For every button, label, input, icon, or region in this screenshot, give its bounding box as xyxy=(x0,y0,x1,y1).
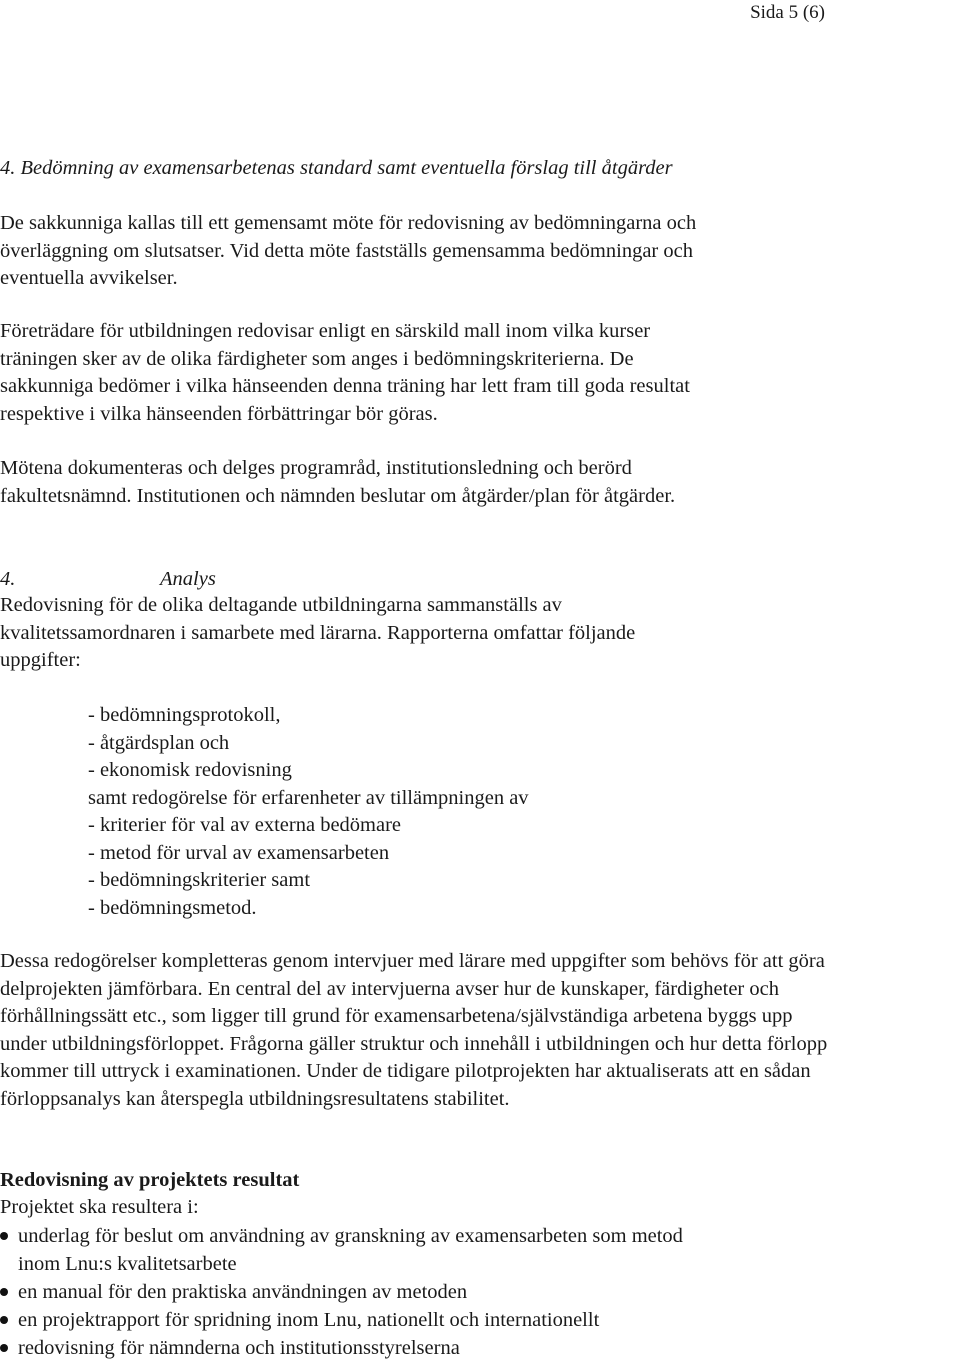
paragraph-analys-intro xyxy=(0,592,960,675)
text-line: under utbildningsförloppet. Frågorna gäller struktur och innehåll i utbildningen och hur detta förlopp xyxy=(0,1032,828,1055)
bullet-icon xyxy=(0,1344,8,1352)
bullet-item xyxy=(0,1334,683,1362)
bullet-icon xyxy=(0,1316,8,1324)
list-item: samt redogörelse för erfarenheter av tillämpningen av xyxy=(88,786,529,809)
bullet-text-continued: inom Lnu:s kvalitetsarbete xyxy=(18,1253,237,1275)
results-heading: Redovisning av projektets resultat xyxy=(0,1169,300,1191)
analys-title: Analys xyxy=(160,568,216,590)
text-line: kommer till uttryck i examinationen. Under de tidigare pilotprojekten har aktualiserats att en sådan xyxy=(0,1060,811,1082)
text-line: överläggning om slutsatser. Vid detta möte fastställs gemensamma bedömningar och xyxy=(0,239,693,262)
text-line: sakkunniga bedömer i vilka hänseenden denna träning har lett fram till goda resultat xyxy=(0,375,690,397)
results-bullet-list xyxy=(0,1222,683,1362)
text-line: Företrädare för utbildningen redovisar enligt en särskild mall inom vilka kurser xyxy=(0,320,651,342)
list-item: - ekonomisk redovisning xyxy=(88,759,292,781)
bullet-icon xyxy=(0,1288,8,1296)
list-item: - bedömningsmetod. xyxy=(88,896,257,919)
list-item: - åtgärdsplan och xyxy=(88,731,230,754)
list-item: - bedömningskriterier samt xyxy=(88,869,311,891)
bullet-icon xyxy=(0,1232,8,1240)
bullet-text: redovisning för nämnderna och institutionsstyrelserna xyxy=(18,1337,460,1359)
list-item: - metod för urval av examensarbeten xyxy=(88,841,390,864)
bullet-text: en projektrapport för spridning inom Lnu, nationellt och internationellt xyxy=(18,1309,600,1331)
paragraph-interviews xyxy=(0,948,960,1113)
analys-number: 4. xyxy=(0,568,16,590)
paragraph-documentation xyxy=(0,455,960,510)
results-intro xyxy=(0,1194,960,1222)
report-items-list xyxy=(88,702,529,922)
list-item: - bedömningsprotokoll, xyxy=(88,704,281,726)
text-line: respektive i vilka hänseenden förbättringar bör göras. xyxy=(0,402,438,425)
text-line: Mötena dokumenteras och delges programråd, institutionsledning och berörd xyxy=(0,457,632,479)
list-item: - kriterier för val av externa bedömare xyxy=(88,814,402,836)
paragraph-representatives xyxy=(0,318,960,428)
bullet-text: en manual för den praktiska användningen av metoden xyxy=(18,1281,468,1303)
text-line: Projektet ska resultera i: xyxy=(0,1196,199,1218)
text-line: träningen sker av de olika färdigheter som anges i bedömningskriterierna. De xyxy=(0,347,634,370)
bullet-item xyxy=(0,1306,683,1334)
paragraph-meeting xyxy=(0,210,960,293)
text-line: eventuella avvikelser. xyxy=(0,267,178,289)
bullet-item xyxy=(0,1278,683,1306)
bullet-item xyxy=(0,1222,683,1278)
text-line: Dessa redogörelser kompletteras genom intervjuer med lärare med uppgifter som behövs för att göra xyxy=(0,950,825,972)
text-line: fakultetsnämnd. Institutionen och nämnden beslutar om åtgärder/plan för åtgärder. xyxy=(0,484,676,507)
text-line: förhållningssätt etc., som ligger till grund för examensarbetena/självständiga arbetena byggs upp xyxy=(0,1005,793,1027)
text-line: uppgifter: xyxy=(0,649,81,671)
text-line: De sakkunniga kallas till ett gemensamt möte för redovisning av bedömningarna och xyxy=(0,212,697,234)
analys-heading xyxy=(0,566,216,593)
text-line: förloppsanalys kan återspegla utbildningsresultatens stabilitet. xyxy=(0,1087,510,1110)
bullet-text: underlag för beslut om användning av granskning av examensarbeten som metod xyxy=(18,1225,683,1247)
text-line: Redovisning för de olika deltagande utbildningarna sammanställs av xyxy=(0,594,562,616)
text-line: delprojekten jämförbara. En central del av intervjuerna avser hur de kunskaper, färdigheter och xyxy=(0,977,779,1000)
page-number: Sida 5 (6) xyxy=(750,2,825,23)
text-line: kvalitetssamordnaren i samarbete med lärarna. Rapporterna omfattar följande xyxy=(0,621,636,644)
section-heading: 4. Bedömning av examensarbetenas standard samt eventuella förslag till åtgärder xyxy=(0,157,673,179)
